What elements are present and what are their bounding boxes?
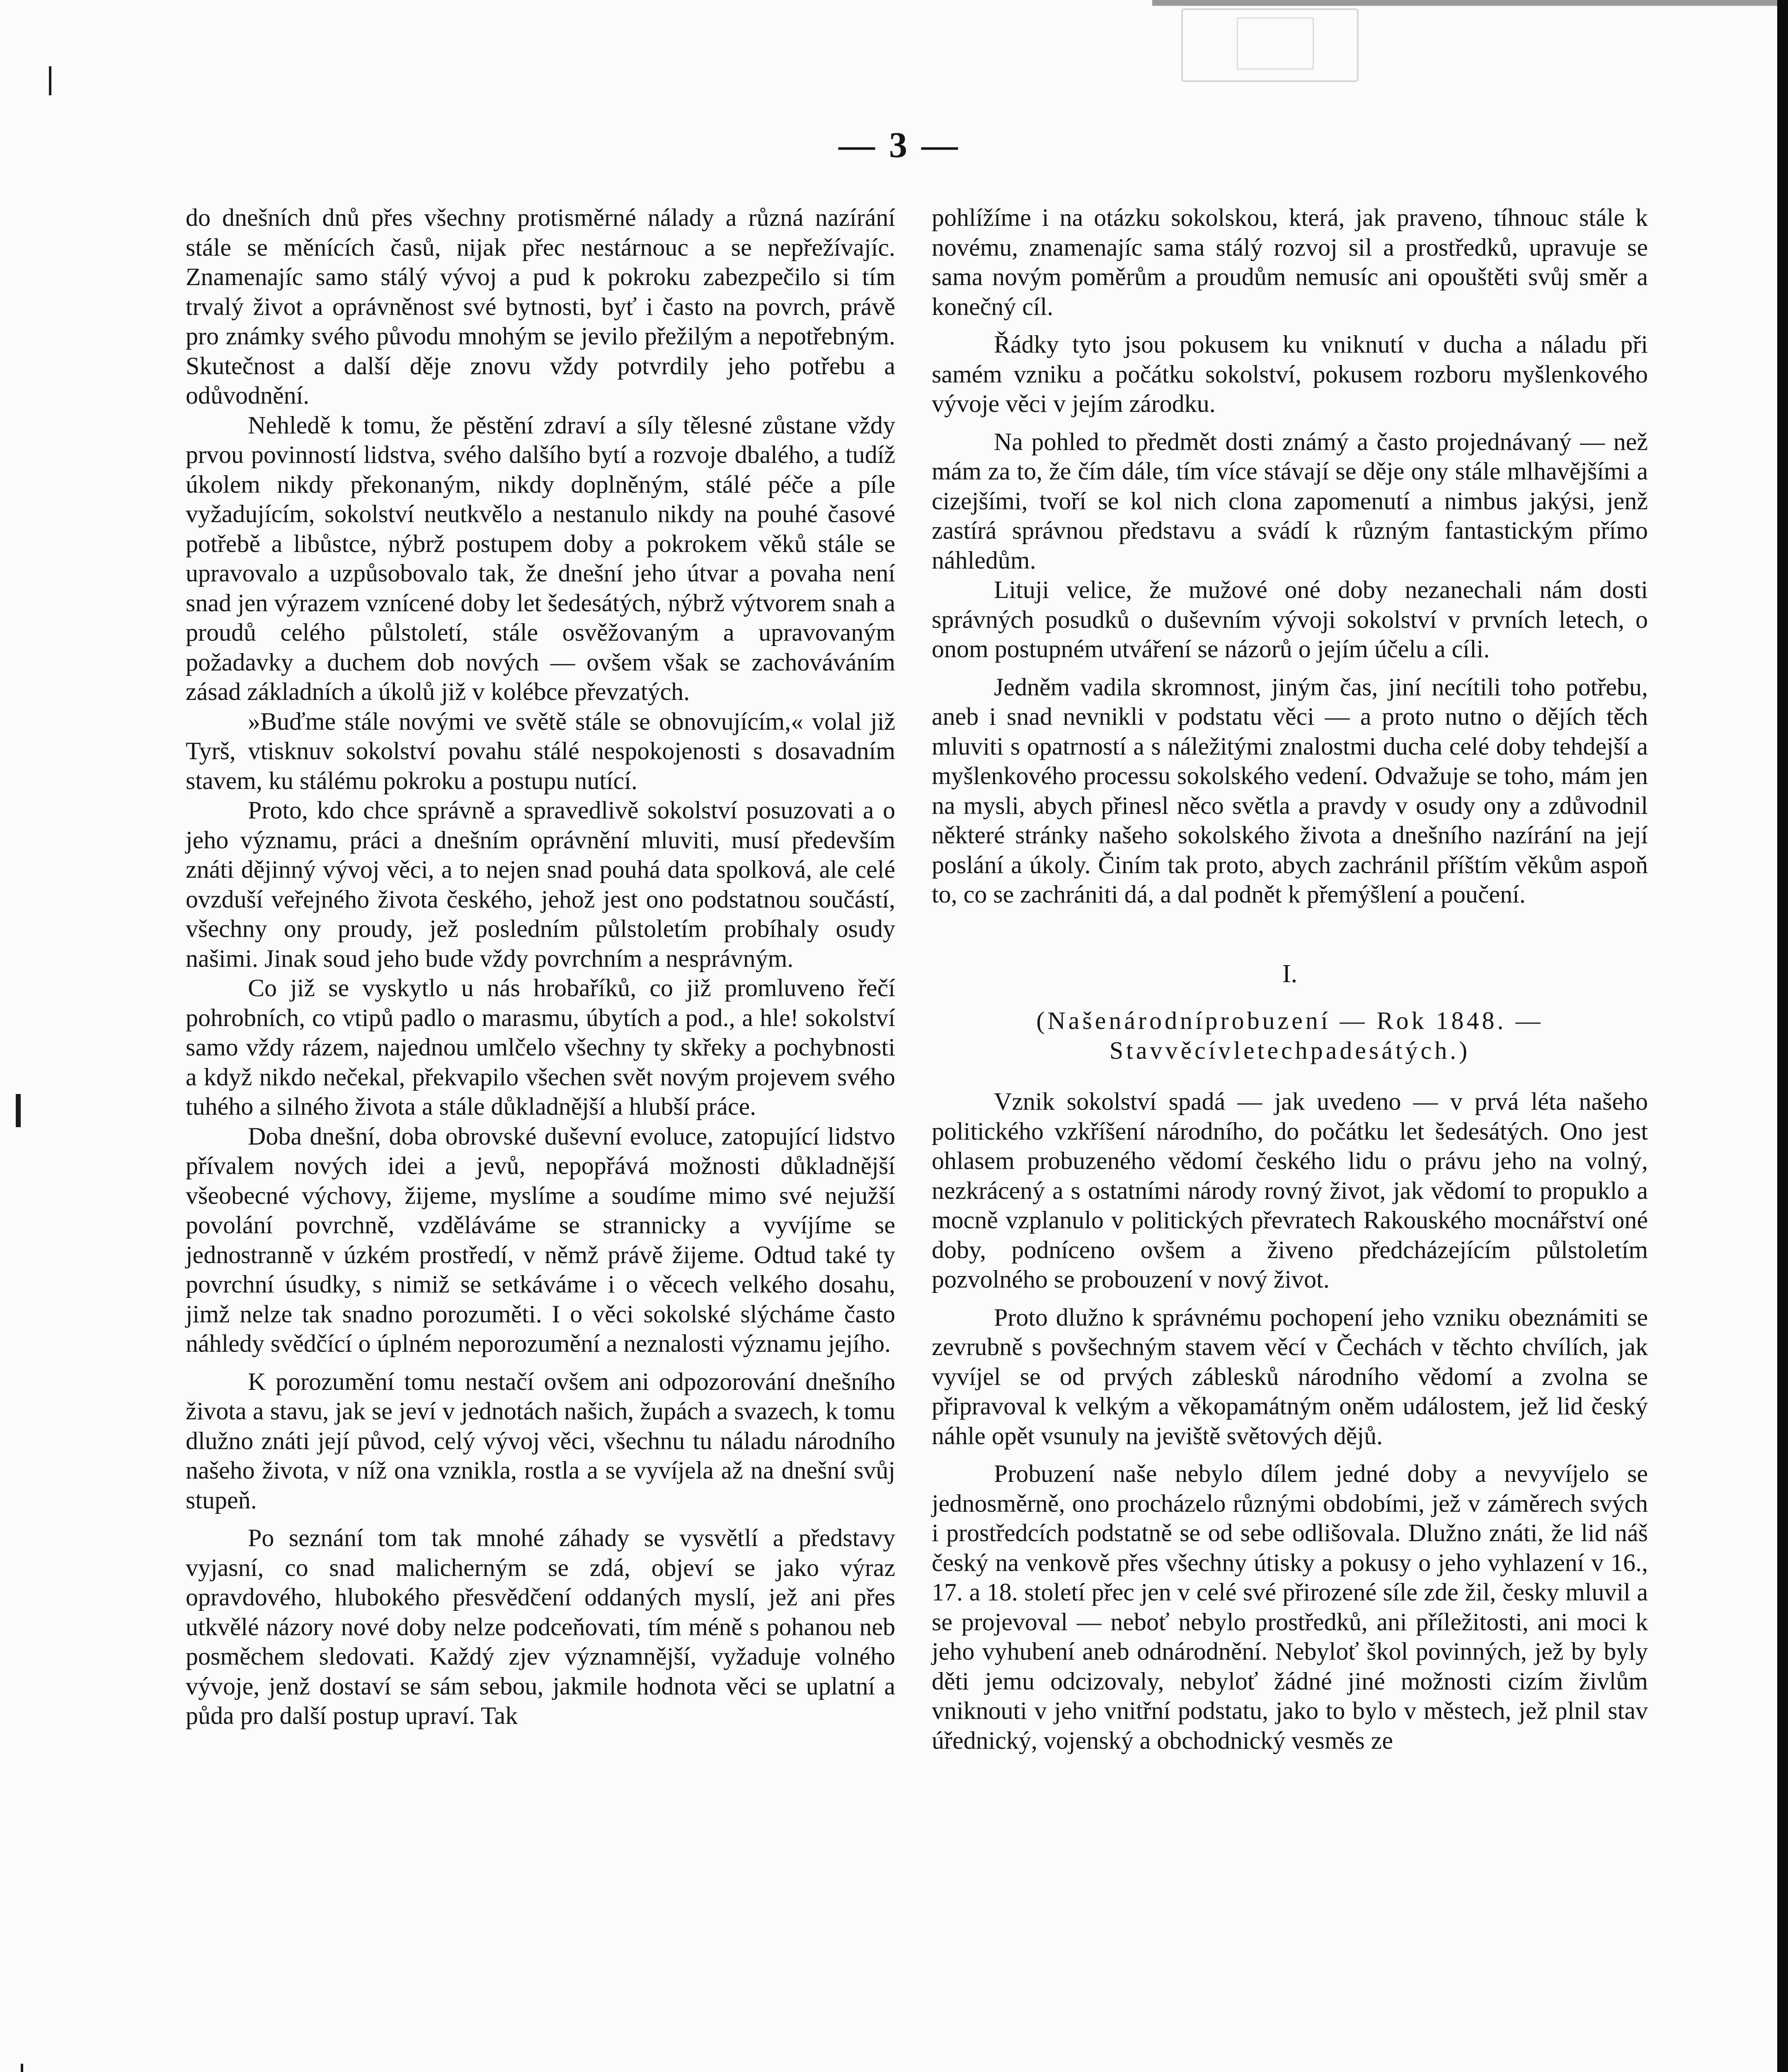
section-subtitle-line: (Našenárodníprobuzení — Rok 1848. —: [1036, 1007, 1543, 1034]
paragraph: Co již se vyskytlo u nás hrobaříků, co již promluveno řečí pohrobních, co vtipů padlo o marasmu, úbytích a pod., a hle! sokolství samo vždy rázem, najednou umlčelo všechny ty skřeky a pochybnosti a když nikdo nečekal, překvapilo všechen svět novým projevem svého tuhého a silného života a stále důkladnější a hlubší práce.: [186, 974, 895, 1120]
paragraph: Řádky tyto jsou pokusem ku vniknutí v ducha a náladu při samém vzniku a počátku sokolství, pokusem rozboru myšlenkového vývoje věci v jejím zárodku.: [932, 331, 1648, 417]
section-number: I.: [1282, 959, 1298, 988]
scan-edge-right: [1777, 0, 1788, 2072]
paragraph: Vznik sokolství spadá — jak uvedeno — v prvá léta našeho politického vzkříšení národního, do počátku let šedesátých. Ono jest ohlasem probuzeného vědomí českého lidu o právu jeho na volný, nezkrácený a s ostatními národy rovný život, jak vědomí to propuklo a mocně vzplanulo v politických převratech Rakouského mocnářství oné doby, podníceno ovšem a živeno předcházejícím půlstoletím pozvolného se probouzení v nový život.: [932, 1088, 1648, 1293]
margin-mark-1: [49, 66, 51, 95]
scan-edge-top: [1152, 0, 1788, 6]
margin-mark-2: [16, 1094, 21, 1127]
library-stamp: [1181, 8, 1359, 82]
paragraph: Nehledě k tomu, že pěstění zdraví a síly tělesné zůstane vždy prvou povinností lidstva, svého dalšího bytí a rozvoje dbalého, a tudíž úkolem nikdy překonaným, nikdy doplněným, stálé péče a píle vyžadujícím, sokolství neutkvělo a nestanulo nikdy na pouhé časové potřebě a libůstce, nýbrž postupem doby a pokrokem věků stále se upravovalo a uzpůsobovalo tak, že dnešní jeho útvar a povaha není snad jen výrazem vznícené doby let šedesátých, nýbrž výtvorem snah a proudů celého půlstoletí, stále osvěžovaným a upravovaným požadavky a duchem dob nových — ovšem však se zachováváním zásad základních a úkolů již v kolébce převzatých.: [186, 411, 895, 705]
right-column: [932, 203, 1648, 1755]
page-number: — 3 —: [838, 125, 960, 165]
paragraph: Po seznání tom tak mnohé záhady se vysvětlí a představy vyjasní, co snad malicherným se zdá, objeví se jako výraz opravdového, hlubokého přesvědčení oddaných myslí, jež ani přes utkvělé názory nové doby nelze podceňovati, tím méně s pohanou neb posměchem sledovati. Každý zjev významnější, vyžaduje volného vývoje, jenž dostaví se sám sebou, jakmile hodnota věci se uplatní a půda pro další postup upraví. Tak: [186, 1524, 895, 1729]
paragraph: Lituji velice, že mužové oné doby nezanechali nám dosti správných posudků o duševním vývoji sokolství v prvních letech, o onom postupném utváření se názorů o jejím účelu a cíli.: [932, 576, 1648, 663]
section-subtitle-line: Stavvěcívletechpadesátých.): [1109, 1036, 1471, 1064]
paragraph: do dnešních dnů přes všechny protisměrné nálady a různá nazírání stále se měnících časů, nijak přec nestárnouc a se nepřežívajíc. Znamenajíc samo stálý vývoj a pud k pokroku zabezpečilo si tím trvalý život a oprávněnost své bytnosti, byť i často na povrch, právě pro známky svého původu mnohým se jevilo přežilým a nepotřebným. Skutečnost a další děje znovu vždy potvrdily jeho potřebu a odůvodnění.: [186, 204, 895, 409]
paragraph: Proto, kdo chce správně a spravedlivě sokolství posuzovati a o jeho významu, práci a dnešním oprávnění mluviti, musí především znáti dějinný vývoj věci, a to nejen snad pouhá data spolková, ale celé ovzduší veřejného života českého, jehož jest ono podstatnou součástí, všechny ony proudy, jež posledním půlstoletím probíhaly osudy našimi. Jinak soud jeho bude vždy povrchním a nesprávným.: [186, 796, 895, 972]
paragraph: Jedněm vadila skromnost, jiným čas, jiní necítili toho potřebu, aneb i snad nevnikli v podstatu věci — a proto nutno o dějích těch mluviti s opatrností a s náležitými znalostmi ducha celé doby tehdejší a myšlenkového processu sokolského vedení. Odvažuje se toho, mám jen na mysli, abych přinesl něco světla a pravdy v osudy ony a zdůvodnil některé stránky našeho sokolského života a dnešního nazírání na její poslání a úkoly. Činím tak proto, abych zachránil příštím věkům aspoň to, co se zachrániti dá, a dal podnět k přemýšlení a poučení.: [932, 673, 1648, 908]
left-column: [186, 203, 895, 1731]
paragraph: Probuzení naše nebylo dílem jedné doby a nevyvíjelo se jednosměrně, ono procházelo různými obdobími, jež v záměrech svých i prostředcích podstatně se od sebe odlišovala. Dlužno znáti, že lid náš český na venkově přes všechny útisky a pokusy o jeho vyhlazení v 16., 17. a 18. století přec jen v celé své přirozené síle zde žil, česky mluvil a se projevoval — neboť nebylo prostředků, ani příležitosti, ani moci k jeho vyhubení aneb odnárodnění. Nebyloť škol povinných, jež by byly děti jemu odcizovaly, nebyloť žádné jiné možnosti cizím živlům vniknouti v jeho vnitřní podstatu, jako to bylo v městech, jež plnil stav úřednický, vojenský a obchodnický vesměs ze: [932, 1460, 1648, 1754]
paragraph: pohlížíme i na otázku sokolskou, která, jak praveno, tíhnouc stále k novému, znamenajíc sama stálý rozvoj sil a prostředků, upravuje se sama novým poměrům a proudům nemusíc ani opouštěti svůj směr a konečný cíl.: [932, 204, 1648, 320]
paragraph: »Buďme stále novými ve světě stále se obnovujícím,« volal již Tyrš, vtisknuv sokolství povahu stálé nespokojenosti s dosavadním stavem, ku stálému pokroku a postupu nutící.: [186, 707, 895, 794]
section-subtitle: [932, 1006, 1648, 1065]
paragraph: K porozumění tomu nestačí ovšem ani odpozorování dnešního života a stavu, jak se jeví v jednotách našich, župách a svazech, k tomu dlužno znáti její původ, celý vývoj věci, všechnu tu náladu národního našeho života, v níž ona vznikla, rostla a se vyvíjela až na dnešní svůj stupeň.: [186, 1368, 895, 1514]
margin-mark-3: [21, 2064, 23, 2072]
paragraph: Doba dnešní, doba obrovské duševní evoluce, zatopující lidstvo přívalem nových idei a jevů, nepopřává možnosti důkladnější všeobecné výchovy, žijeme, myslíme a soudíme mimo své nejužší povolání povrchně, vzděláváme se strannicky a vyvíjíme se jednostranně v úzkém prostředí, v němž právě žijeme. Odtud také ty povrchní úsudky, s nimiž se setkáváme i o věcech velkého dosahu, jimž nelze tak snadno porozuměti. I o věci sokolské slýcháme často náhledy svědčící o úplném neporozumění a neznalosti významu jejího.: [186, 1122, 895, 1357]
paragraph: Na pohled to předmět dosti známý a často projednávaný — než mám za to, že čím dále, tím více stávají se děje ony stále mlhavějšími a cizejšími, tvoří se kol nich clona zapomenutí a nimbus jakýsi, jenž zastírá správnou představu a svádí k různým fantastickým přímo náhledům.: [932, 428, 1648, 574]
paragraph: Proto dlužno k správnému pochopení jeho vzniku obeznámiti se zevrubně s povšechným stavem věcí v Čechách v těchto chvílích, jak vyvíjel se od prvých záblesků národního vědomí a zvolna se připravoval k velkým a věkopamátným oněm událostem, jež lid český náhle opět vsunuly na jeviště světových dějů.: [932, 1303, 1648, 1450]
